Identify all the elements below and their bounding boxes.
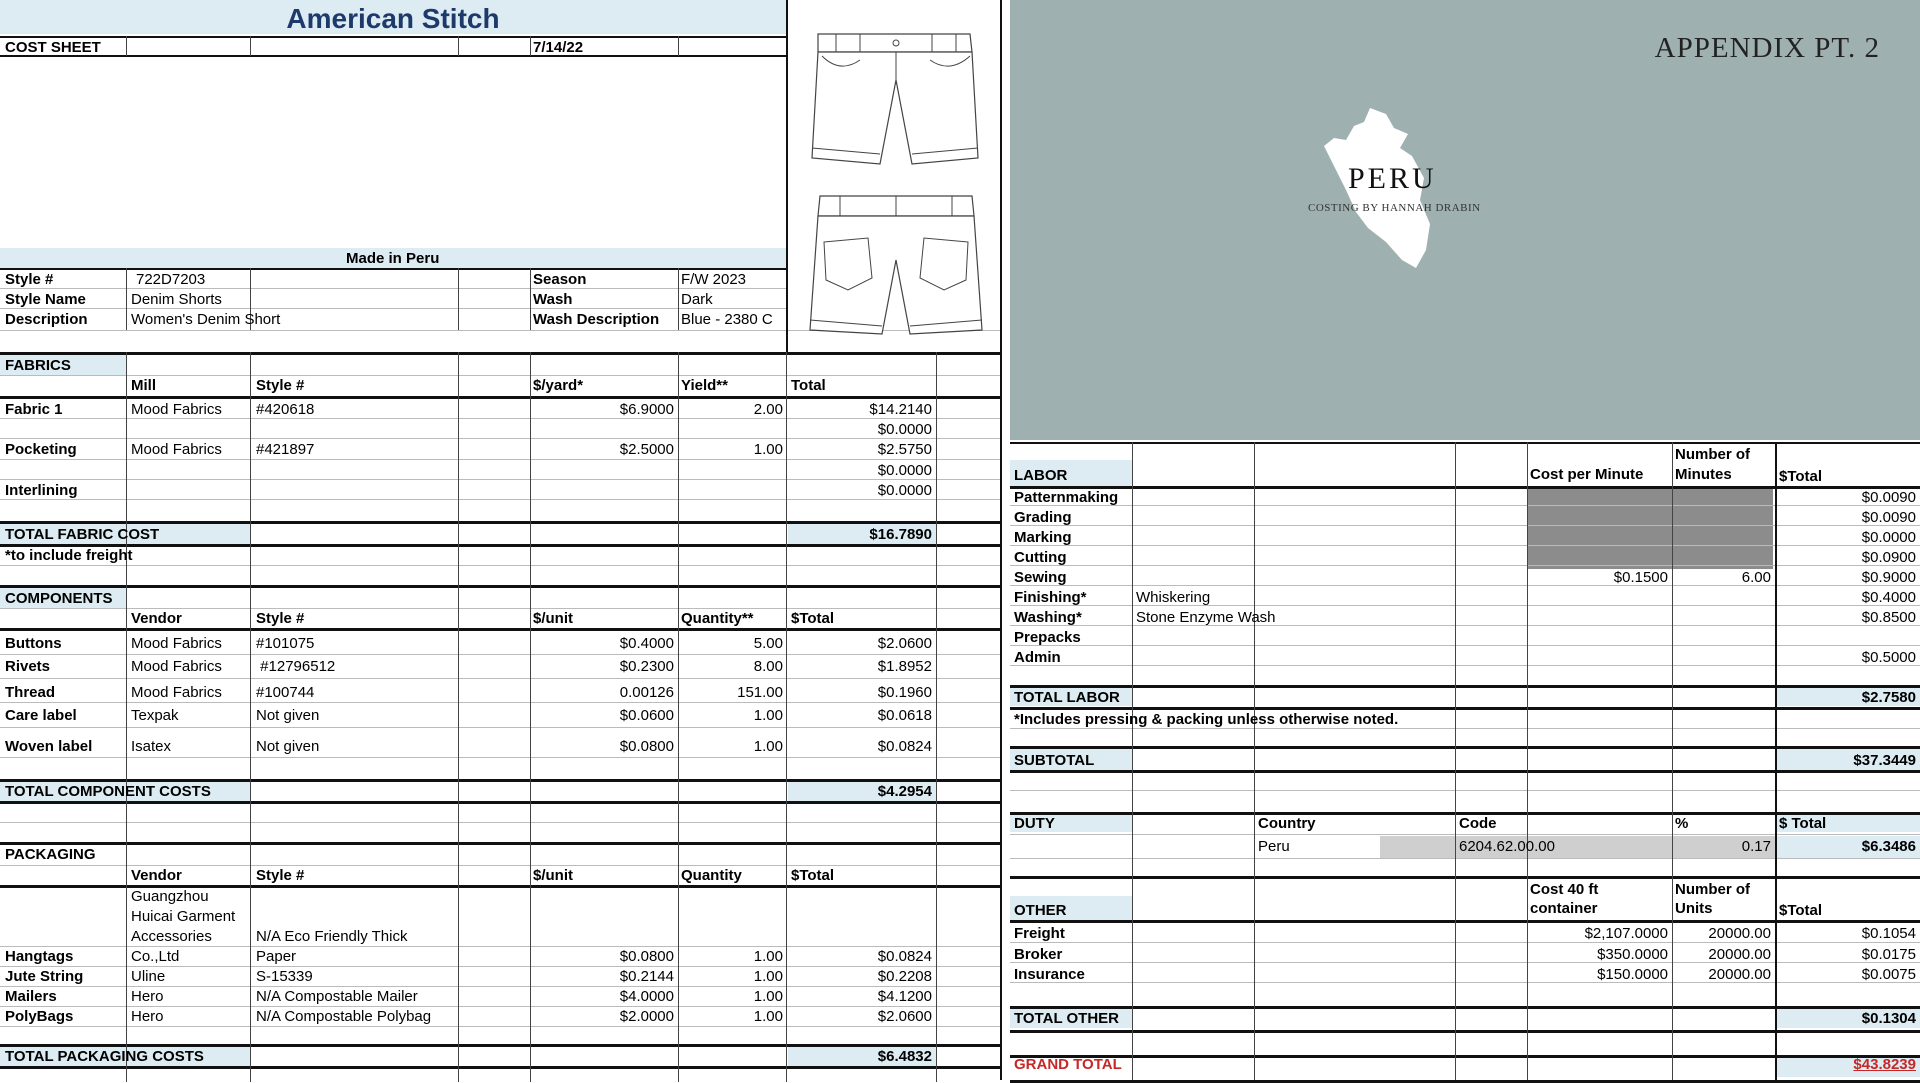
total-labor-label: TOTAL LABOR bbox=[1014, 689, 1120, 706]
other-row-cost: $150.0000 bbox=[1597, 966, 1668, 983]
fabric-row-name: Fabric 1 bbox=[5, 401, 63, 418]
labor-row-note: Whiskering bbox=[1136, 589, 1211, 606]
other-row-total: $0.0075 bbox=[1861, 966, 1916, 983]
labor-row-total: $0.0090 bbox=[1861, 509, 1916, 526]
labor-row-name: Marking bbox=[1014, 529, 1072, 546]
total-packaging-value: $6.4832 bbox=[877, 1048, 932, 1065]
style-no-label: Style # bbox=[5, 271, 54, 288]
total-fabric-label: TOTAL FABRIC COST bbox=[5, 526, 160, 543]
component-row-vendor: Texpak bbox=[131, 707, 179, 724]
wash-label: Wash bbox=[533, 291, 573, 308]
packaging-header-vendor: Vendor bbox=[131, 867, 182, 884]
shorts-front-sketch bbox=[800, 20, 990, 170]
other-row-name: Broker bbox=[1014, 946, 1063, 963]
grand-total-label: GRAND TOTAL bbox=[1014, 1056, 1122, 1073]
component-row-unit: 0.00126 bbox=[619, 684, 674, 701]
fabric-row-name: Pocketing bbox=[5, 441, 77, 458]
fabric-row-mill: Mood Fabrics bbox=[131, 441, 222, 458]
fabrics-header-yield: Yield** bbox=[681, 377, 728, 394]
component-row-vendor: Mood Fabrics bbox=[131, 658, 222, 675]
component-row-total: $0.1960 bbox=[877, 684, 932, 701]
components-header-unit: $/unit bbox=[533, 610, 573, 627]
packaging-row-style: N/A Compostable Polybag bbox=[256, 1008, 432, 1025]
labor-row-name: Washing* bbox=[1014, 609, 1082, 626]
component-row-unit: $0.0600 bbox=[619, 707, 674, 724]
total-component-label: TOTAL COMPONENT COSTS bbox=[5, 783, 211, 800]
other-row-units: 20000.00 bbox=[1708, 925, 1771, 942]
packaging-row-qty: 1.00 bbox=[753, 1008, 783, 1025]
duty-header-code: Code bbox=[1459, 815, 1497, 832]
packaging-header-total: $Total bbox=[791, 867, 835, 884]
components-header-vendor: Vendor bbox=[131, 610, 182, 627]
total-other-value: $0.1304 bbox=[1861, 1010, 1916, 1027]
packaging-row-style: N/A Compostable Mailer bbox=[256, 988, 418, 1005]
packaging-row-unit: $0.2144 bbox=[619, 968, 674, 985]
fabrics-header-total: Total bbox=[791, 377, 826, 394]
other-row-cost: $350.0000 bbox=[1597, 946, 1668, 963]
subtotal-value: $37.3449 bbox=[1853, 752, 1916, 769]
labor-section-label: LABOR bbox=[1014, 467, 1068, 484]
labor-row-minutes: 6.00 bbox=[1741, 569, 1771, 586]
hangtag-style-line: N/A Eco Friendly Thick bbox=[256, 928, 408, 945]
component-row-total: $0.0618 bbox=[877, 707, 932, 724]
wash-desc-value: Blue - 2380 C bbox=[681, 311, 773, 328]
fabric-row-total: $0.0000 bbox=[877, 421, 932, 438]
component-row-unit: $0.4000 bbox=[619, 635, 674, 652]
fabric-row-total: $0.0000 bbox=[877, 482, 932, 499]
shorts-back-sketch bbox=[800, 190, 990, 340]
packaging-row-unit: $0.0800 bbox=[619, 948, 674, 965]
component-row-qty: 5.00 bbox=[753, 635, 783, 652]
freight-note: *to include freight bbox=[5, 547, 133, 564]
fabric-row-style: #420618 bbox=[256, 401, 315, 418]
fabric-row-mill: Mood Fabrics bbox=[131, 401, 222, 418]
component-row-qty: 151.00 bbox=[737, 684, 783, 701]
fabrics-header-mill: Mill bbox=[131, 377, 156, 394]
other-row-total: $0.1054 bbox=[1861, 925, 1916, 942]
component-row-name: Woven label bbox=[5, 738, 93, 755]
total-fabric-value: $16.7890 bbox=[869, 526, 932, 543]
packaging-header-unit: $/unit bbox=[533, 867, 573, 884]
component-row-qty: 1.00 bbox=[753, 738, 783, 755]
component-row-vendor: Mood Fabrics bbox=[131, 635, 222, 652]
packaging-row-total: $4.1200 bbox=[877, 988, 932, 1005]
labor-row-total: $0.0000 bbox=[1861, 529, 1916, 546]
packaging-row-total: $2.0600 bbox=[877, 1008, 932, 1025]
appendix-label: APPENDIX PT. 2 bbox=[1654, 32, 1880, 64]
other-row-cost: $2,107.0000 bbox=[1584, 925, 1668, 942]
fabric-row-total: $2.5750 bbox=[877, 441, 932, 458]
style-no-value: 722D7203 bbox=[136, 271, 206, 288]
labor-row-name: Admin bbox=[1014, 649, 1061, 666]
peru-title: PERU bbox=[1348, 162, 1437, 195]
labor-row-cost: $0.1500 bbox=[1613, 569, 1668, 586]
style-name-value: Denim Shorts bbox=[131, 291, 222, 308]
total-other-label: TOTAL OTHER bbox=[1014, 1010, 1119, 1027]
packaging-row-style: S-15339 bbox=[256, 968, 313, 985]
description-value: Women's Denim Short bbox=[131, 311, 281, 328]
fabric-row-yield: 1.00 bbox=[753, 441, 783, 458]
labor-row-name: Patternmaking bbox=[1014, 489, 1119, 506]
description-label: Description bbox=[5, 311, 88, 328]
total-packaging-label: TOTAL PACKAGING COSTS bbox=[5, 1048, 204, 1065]
duty-header-total: $ Total bbox=[1779, 815, 1827, 832]
hangtag-vendor-line: Co.,Ltd bbox=[131, 948, 180, 965]
packaging-row-qty: 1.00 bbox=[753, 948, 783, 965]
component-row-vendor: Mood Fabrics bbox=[131, 684, 222, 701]
labor-header-minutes: Number of bbox=[1675, 446, 1750, 463]
other-header-cost-2: container bbox=[1530, 900, 1598, 917]
fabric-row-name: Interlining bbox=[5, 482, 78, 499]
duty-total: $6.3486 bbox=[1861, 838, 1916, 855]
component-row-name: Rivets bbox=[5, 658, 51, 675]
hangtag-vendor-line: Huicai Garment bbox=[131, 908, 236, 925]
fabrics-header-style: Style # bbox=[256, 377, 305, 394]
labor-header-total: $Total bbox=[1779, 468, 1823, 485]
packaging-row-name: Jute String bbox=[5, 968, 84, 985]
season-label: Season bbox=[533, 271, 587, 288]
other-header-units: Number of bbox=[1675, 881, 1750, 898]
grand-total-value: $43.8239 bbox=[1853, 1056, 1916, 1073]
peru-cover-panel bbox=[1010, 0, 1920, 440]
total-labor-value: $2.7580 bbox=[1861, 689, 1916, 706]
packaging-row-name: PolyBags bbox=[5, 1008, 74, 1025]
component-row-total: $0.0824 bbox=[877, 738, 932, 755]
packaging-row-total: $0.0824 bbox=[877, 948, 932, 965]
subtotal-label: SUBTOTAL bbox=[1014, 752, 1095, 769]
component-row-style: #12796512 bbox=[256, 658, 336, 675]
fabric-row-price: $6.9000 bbox=[619, 401, 674, 418]
costing-credit: COSTING BY HANNAH DRABIN bbox=[1308, 202, 1481, 214]
sheet-date: 7/14/22 bbox=[533, 39, 584, 56]
components-section-label: COMPONENTS bbox=[5, 590, 113, 607]
component-row-style: #100744 bbox=[256, 684, 315, 701]
duty-pct: 0.17 bbox=[1741, 838, 1771, 855]
component-row-total: $2.0600 bbox=[877, 635, 932, 652]
fabric-row-yield: 2.00 bbox=[753, 401, 783, 418]
season-value: F/W 2023 bbox=[681, 271, 747, 288]
labor-row-note: Stone Enzyme Wash bbox=[1136, 609, 1276, 626]
components-header-style: Style # bbox=[256, 610, 305, 627]
fabrics-header-price: $/yard* bbox=[533, 377, 584, 394]
labor-row-name: Cutting bbox=[1014, 549, 1067, 566]
component-row-name: Care label bbox=[5, 707, 77, 724]
labor-row-total: $0.9000 bbox=[1861, 569, 1916, 586]
labor-header-cost: Cost per Minute bbox=[1530, 466, 1644, 483]
packaging-section-label: PACKAGING bbox=[5, 846, 96, 863]
fabric-row-total: $14.2140 bbox=[869, 401, 932, 418]
other-row-name: Freight bbox=[1014, 925, 1065, 942]
component-row-style: Not given bbox=[256, 738, 320, 755]
sheet-label: COST SHEET bbox=[5, 39, 101, 56]
labor-row-total: $0.4000 bbox=[1861, 589, 1916, 606]
other-row-name: Insurance bbox=[1014, 966, 1085, 983]
labor-row-total: $0.0900 bbox=[1861, 549, 1916, 566]
packaging-header-qty: Quantity bbox=[681, 867, 742, 884]
packaging-row-total: $0.2208 bbox=[877, 968, 932, 985]
style-name-label: Style Name bbox=[5, 291, 86, 308]
labor-row-name: Sewing bbox=[1014, 569, 1067, 586]
component-row-qty: 1.00 bbox=[753, 707, 783, 724]
duty-country: Peru bbox=[1258, 838, 1290, 855]
duty-header-pct: % bbox=[1675, 815, 1689, 832]
made-in-label: Made in Peru bbox=[346, 250, 440, 267]
other-header-cost: Cost 40 ft bbox=[1530, 881, 1599, 898]
total-component-value: $4.2954 bbox=[877, 783, 932, 800]
component-row-vendor: Isatex bbox=[131, 738, 172, 755]
fabric-row-total: $0.0000 bbox=[877, 462, 932, 479]
component-row-unit: $0.0800 bbox=[619, 738, 674, 755]
labor-row-name: Prepacks bbox=[1014, 629, 1081, 646]
packaging-row-qty: 1.00 bbox=[753, 988, 783, 1005]
component-row-style: Not given bbox=[256, 707, 320, 724]
components-header-qty: Quantity** bbox=[681, 610, 754, 627]
component-row-qty: 8.00 bbox=[753, 658, 783, 675]
wash-value: Dark bbox=[681, 291, 713, 308]
fabrics-section-label: FABRICS bbox=[5, 357, 71, 374]
fabric-row-price: $2.5000 bbox=[619, 441, 674, 458]
other-row-total: $0.0175 bbox=[1861, 946, 1916, 963]
duty-section-label: DUTY bbox=[1014, 815, 1055, 832]
packaging-row-name: Mailers bbox=[5, 988, 57, 1005]
other-row-units: 20000.00 bbox=[1708, 946, 1771, 963]
appendix-panel bbox=[1010, 0, 1920, 1080]
labor-header-minutes-2: Minutes bbox=[1675, 466, 1732, 483]
component-row-name: Buttons bbox=[5, 635, 62, 652]
components-header-total: $Total bbox=[791, 610, 835, 627]
packaging-row-unit: $4.0000 bbox=[619, 988, 674, 1005]
labor-row-total: $0.5000 bbox=[1861, 649, 1916, 666]
packaging-header-style: Style # bbox=[256, 867, 305, 884]
labor-note: *Includes pressing & packing unless otherwise noted. bbox=[1014, 711, 1399, 728]
component-row-unit: $0.2300 bbox=[619, 658, 674, 675]
packaging-row-unit: $2.0000 bbox=[619, 1008, 674, 1025]
other-header-total: $Total bbox=[1779, 902, 1823, 919]
fabric-row-style: #421897 bbox=[256, 441, 315, 458]
labor-row-total: $0.8500 bbox=[1861, 609, 1916, 626]
hangtag-style-line: Paper bbox=[256, 948, 297, 965]
component-row-style: #101075 bbox=[256, 635, 315, 652]
hangtag-vendor-line: Guangzhou bbox=[131, 888, 209, 905]
packaging-row-vendor: Uline bbox=[131, 968, 166, 985]
component-row-name: Thread bbox=[5, 684, 56, 701]
packaging-row-vendor: Hero bbox=[131, 1008, 164, 1025]
labor-row-name: Finishing* bbox=[1014, 589, 1087, 606]
labor-row-total: $0.0090 bbox=[1861, 489, 1916, 506]
packaging-row-name: Hangtags bbox=[5, 948, 74, 965]
labor-row-name: Grading bbox=[1014, 509, 1072, 526]
other-section-label: OTHER bbox=[1014, 902, 1067, 919]
hangtag-vendor-line: Accessories bbox=[131, 928, 212, 945]
packaging-row-vendor: Hero bbox=[131, 988, 164, 1005]
duty-header-country: Country bbox=[1258, 815, 1316, 832]
duty-code: 6204.62.00.00 bbox=[1459, 838, 1555, 855]
other-row-units: 20000.00 bbox=[1708, 966, 1771, 983]
packaging-row-qty: 1.00 bbox=[753, 968, 783, 985]
component-row-total: $1.8952 bbox=[877, 658, 932, 675]
other-header-units-2: Units bbox=[1675, 900, 1713, 917]
wash-desc-label: Wash Description bbox=[533, 311, 660, 328]
brand-title: American Stitch bbox=[0, 0, 786, 34]
